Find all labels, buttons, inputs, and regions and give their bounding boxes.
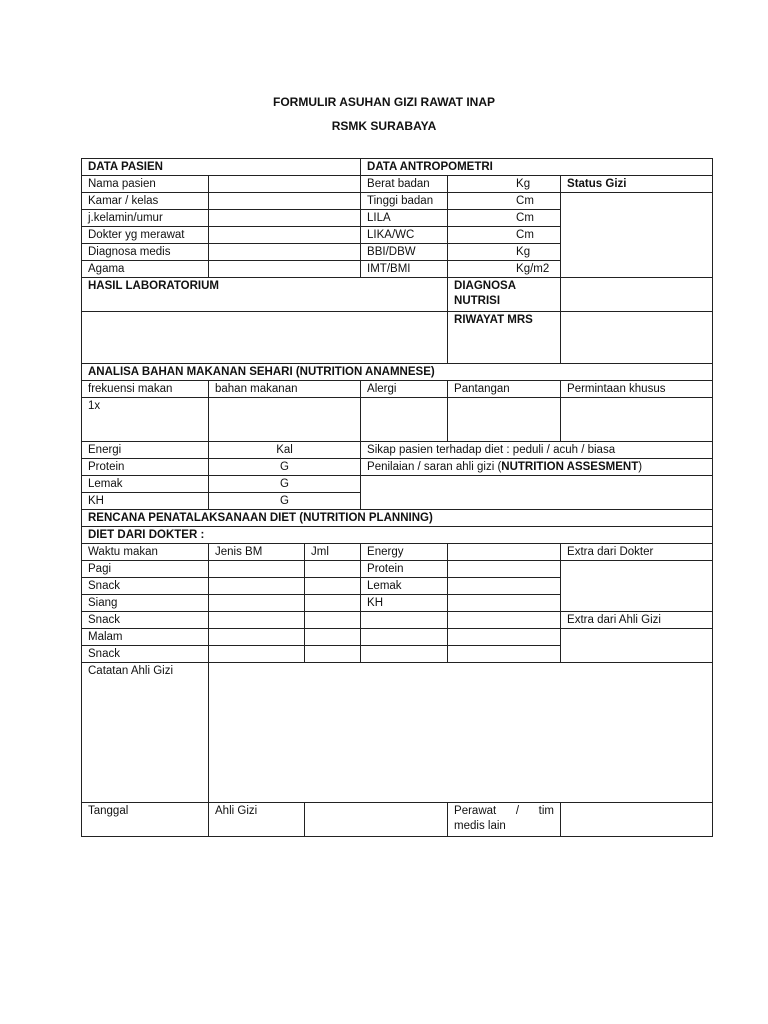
planning-nutrient-label: Energy <box>361 544 448 561</box>
nutrition-form-table <box>81 158 713 837</box>
field-kelamin-label: j.kelamin/umur <box>82 210 209 227</box>
nutrient-unit[interactable]: G <box>209 493 361 510</box>
meal-row <box>82 629 713 646</box>
frekuensi-value[interactable]: 1x <box>82 398 209 442</box>
anthro-label: IMT/BMI <box>361 261 448 278</box>
anamnese-heading: ANALISA BAHAN MAKANAN SEHARI (NUTRITION ANAMNESE) <box>82 364 713 381</box>
hasil-laboratorium-heading: HASIL LABORATORIUM <box>82 278 448 312</box>
penilaian-value[interactable] <box>361 476 713 510</box>
data-pasien-heading: DATA PASIEN <box>82 159 361 176</box>
field-dokter-label: Dokter yg merawat <box>82 227 209 244</box>
nutrient-row <box>82 476 713 493</box>
col-jenis-bm: Jenis BM <box>209 544 305 561</box>
field-agama-value[interactable] <box>209 261 361 278</box>
jenis-bm-value[interactable] <box>209 561 305 578</box>
field-nama-pasien-label: Nama pasien <box>82 176 209 193</box>
diet-dokter-row <box>82 527 713 544</box>
diagnosa-nutrisi-heading: DIAGNOSA NUTRISI <box>448 278 561 312</box>
anthro-label: Berat badan <box>361 176 448 193</box>
jml-value[interactable] <box>305 561 361 578</box>
col-bahan-makanan: bahan makanan <box>209 381 361 398</box>
sikap-pasien: Sikap pasien terhadap diet : peduli / acuh / biasa <box>361 442 713 459</box>
jenis-bm-value[interactable] <box>209 612 305 629</box>
field-kamar-label: Kamar / kelas <box>82 193 209 210</box>
ahli-gizi-label: Ahli Gizi <box>209 803 305 837</box>
planning-empty-cell[interactable] <box>448 612 561 629</box>
jenis-bm-value[interactable] <box>209 595 305 612</box>
field-kamar-value[interactable] <box>209 193 361 210</box>
catatan-ahli-gizi-label: Catatan Ahli Gizi <box>82 663 209 803</box>
planning-empty-cell[interactable] <box>448 629 561 646</box>
meal-label: Snack <box>82 578 209 595</box>
col-frekuensi-makan: frekuensi makan <box>82 381 209 398</box>
meal-label: Snack <box>82 612 209 629</box>
planning-nutrient-value[interactable] <box>448 544 561 561</box>
status-gizi-value[interactable] <box>561 193 713 278</box>
nutrient-label: KH <box>82 493 209 510</box>
anamnese-values-row <box>82 398 713 442</box>
lab-row <box>82 312 713 364</box>
planning-empty-cell[interactable] <box>361 612 448 629</box>
form-subtitle: RSMK SURABAYA <box>331 119 437 133</box>
col-pantangan: Pantangan <box>448 381 561 398</box>
meal-label: Pagi <box>82 561 209 578</box>
extra-ahli-gizi-value[interactable] <box>561 629 713 663</box>
planning-nutrient-value[interactable] <box>448 595 561 612</box>
nutrient-label: Lemak <box>82 476 209 493</box>
ahli-gizi-signature[interactable] <box>305 803 448 837</box>
anthro-unit: Cm <box>448 227 561 244</box>
meal-row <box>82 612 713 629</box>
status-gizi-heading: Status Gizi <box>561 176 713 193</box>
nutrient-label: Protein <box>82 459 209 476</box>
permintaan-khusus-value[interactable] <box>561 398 713 442</box>
penilaian-heading: Penilaian / saran ahli gizi (NUTRITION ASSESMENT) <box>361 459 713 476</box>
anthro-unit: Kg/m2 <box>448 261 561 278</box>
jml-value[interactable] <box>305 646 361 663</box>
nutrient-unit[interactable]: G <box>209 459 361 476</box>
meal-label: Siang <box>82 595 209 612</box>
col-alergi: Alergi <box>361 381 448 398</box>
jenis-bm-value[interactable] <box>209 646 305 663</box>
nutrition-assessment-label: NUTRITION ASSESMENT <box>501 461 639 473</box>
extra-dokter-value[interactable] <box>561 561 713 612</box>
jml-value[interactable] <box>305 595 361 612</box>
planning-nutrient-value[interactable] <box>448 561 561 578</box>
riwayat-mrs-value[interactable] <box>561 312 713 364</box>
anthro-unit: Kg <box>448 244 561 261</box>
col-waktu-makan: Waktu makan <box>82 544 209 561</box>
jenis-bm-value[interactable] <box>209 629 305 646</box>
perawat-label: Perawat / tim medis lain <box>448 803 561 837</box>
extra-dokter-heading: Extra dari Dokter <box>561 544 713 561</box>
anthro-unit: Kg <box>448 176 561 193</box>
nutrient-row <box>82 459 713 476</box>
anthro-label: BBI/DBW <box>361 244 448 261</box>
anamnese-heading-row <box>82 364 713 381</box>
jenis-bm-value[interactable] <box>209 578 305 595</box>
pantangan-value[interactable] <box>448 398 561 442</box>
planning-nutrient-label: Protein <box>361 561 448 578</box>
anamnese-columns-row <box>82 381 713 398</box>
patient-row <box>82 193 713 210</box>
perawat-signature[interactable] <box>561 803 713 837</box>
field-diagnosa-label: Diagnosa medis <box>82 244 209 261</box>
nutrient-label: Energi <box>82 442 209 459</box>
planning-heading-row <box>82 510 713 527</box>
planning-nutrient-label: Lemak <box>361 578 448 595</box>
extra-ahli-gizi-heading: Extra dari Ahli Gizi <box>561 612 713 629</box>
signature-row <box>82 803 713 837</box>
hasil-laboratorium-value[interactable] <box>82 312 448 364</box>
planning-nutrient-value[interactable] <box>448 578 561 595</box>
anthro-label: Tinggi badan <box>361 193 448 210</box>
meal-label: Malam <box>82 629 209 646</box>
field-kelamin-value[interactable] <box>209 210 361 227</box>
alergi-value[interactable] <box>361 398 448 442</box>
jml-value[interactable] <box>305 612 361 629</box>
patient-row <box>82 176 713 193</box>
field-dokter-value[interactable] <box>209 227 361 244</box>
planning-empty-cell[interactable] <box>361 646 448 663</box>
field-diagnosa-value[interactable] <box>209 244 361 261</box>
form-title: FORMULIR ASUHAN GIZI RAWAT INAP <box>273 95 495 109</box>
jml-value[interactable] <box>305 578 361 595</box>
data-antropometri-heading: DATA ANTROPOMETRI <box>361 159 713 176</box>
field-agama-label: Agama <box>82 261 209 278</box>
anthro-label: LIKA/WC <box>361 227 448 244</box>
nutrient-unit[interactable]: G <box>209 476 361 493</box>
col-jml: Jml <box>305 544 361 561</box>
anthro-label: LILA <box>361 210 448 227</box>
anthro-unit: Cm <box>448 193 561 210</box>
planning-empty-cell[interactable] <box>361 629 448 646</box>
diagnosa-nutrisi-value[interactable] <box>561 278 713 312</box>
bahan-makanan-value[interactable] <box>209 398 361 442</box>
field-nama-pasien-value[interactable] <box>209 176 361 193</box>
nutrient-unit[interactable]: Kal <box>209 442 361 459</box>
jml-value[interactable] <box>305 629 361 646</box>
meal-label: Snack <box>82 646 209 663</box>
planning-heading: RENCANA PENATALAKSANAAN DIET (NUTRITION PLANNING) <box>82 510 713 527</box>
tanggal-label: Tanggal <box>82 803 209 837</box>
planning-columns-row <box>82 544 713 561</box>
lab-row <box>82 278 713 312</box>
patient-header-row <box>82 159 713 176</box>
col-permintaan-khusus: Permintaan khusus <box>561 381 713 398</box>
planning-nutrient-label: KH <box>361 595 448 612</box>
diet-dokter-heading: DIET DARI DOKTER : <box>82 527 713 544</box>
nutrient-row <box>82 442 713 459</box>
planning-empty-cell[interactable] <box>448 646 561 663</box>
anthro-unit: Cm <box>448 210 561 227</box>
catatan-row <box>82 663 713 803</box>
catatan-ahli-gizi-value[interactable] <box>209 663 713 803</box>
riwayat-mrs-heading: RIWAYAT MRS <box>448 312 561 364</box>
meal-row <box>82 561 713 578</box>
